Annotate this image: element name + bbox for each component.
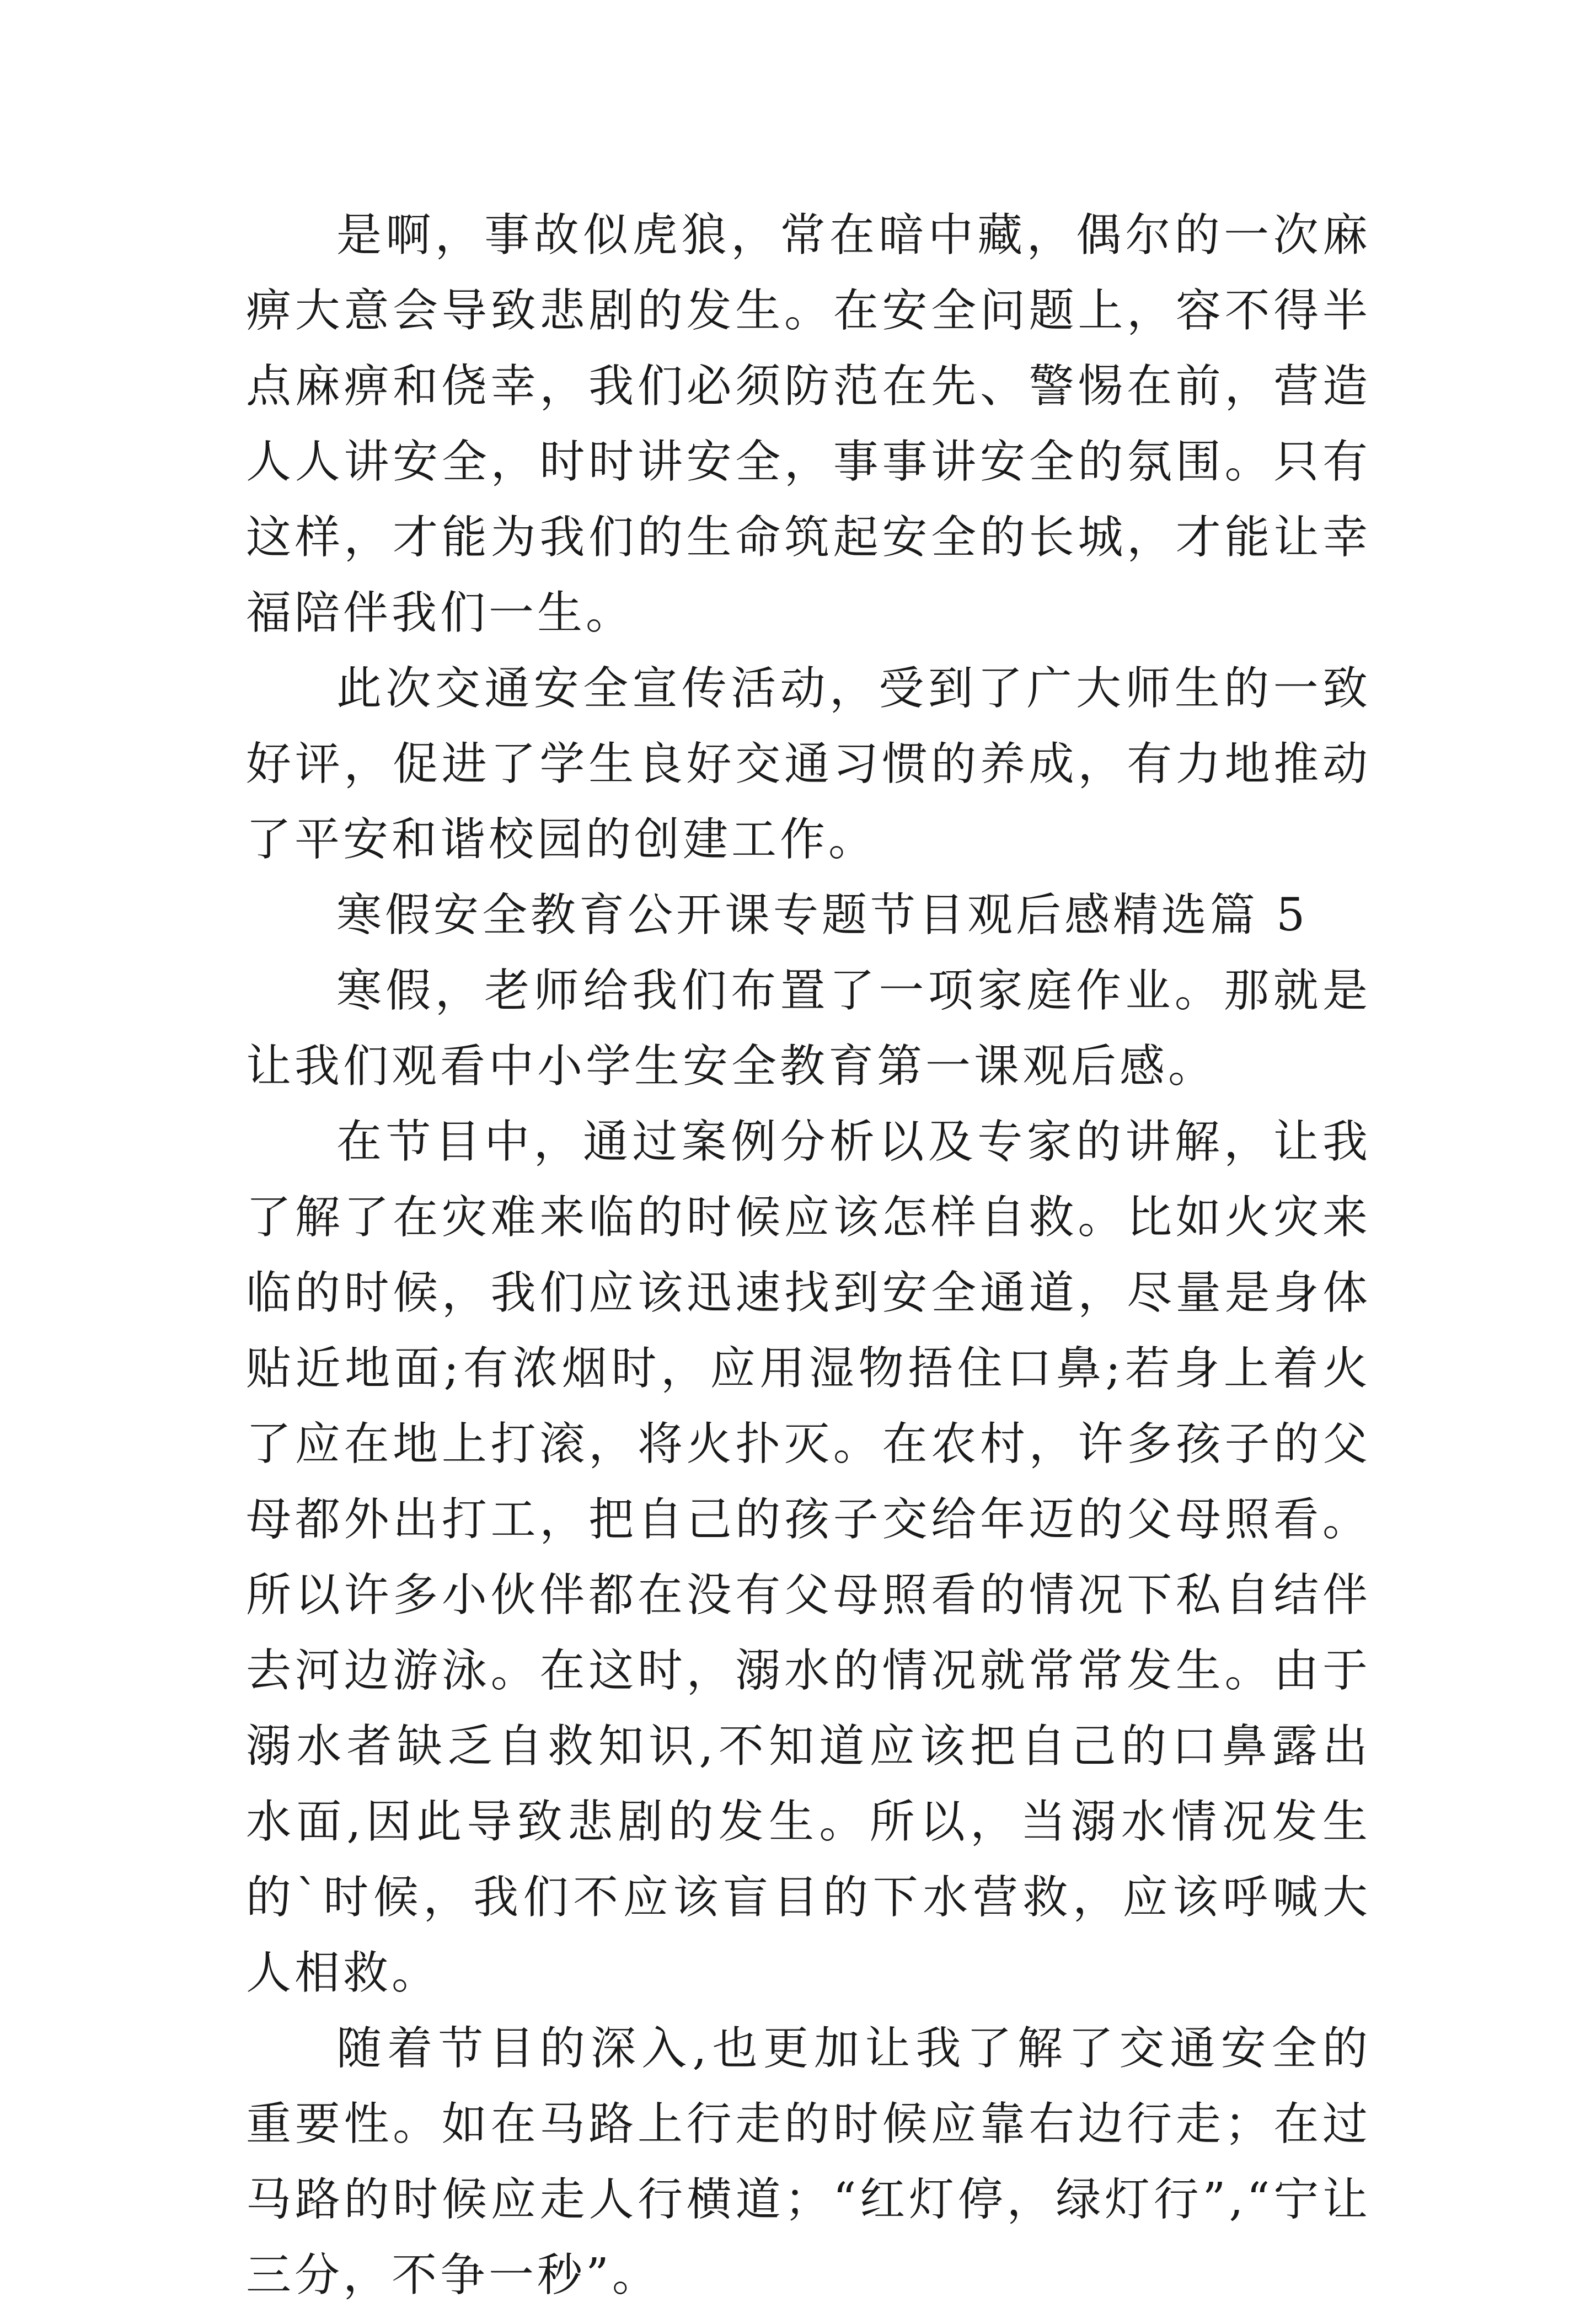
- paragraph-self-rescue: 在节目中，通过案例分析以及专家的讲解，让我了解了在灾难来临的时候应该怎样自救。比如火灾来临的时候，我们应该迅速找到安全通道，尽量是身体贴近地面;有浓烟时，应用湿物捂住口鼻;若身上着火了应在地上打滚，将火扑灭。在农村，许多孩子的父母都外出打工，把自己的孩子交给年迈的父母照看。所以许多小伙伴都在没有父母照看的情况下私自结伴去河边游泳。在这时，溺水的情况就常常发生。由于溺水者缺乏自救知识,不知道应该把自己的口鼻露出水面,因此导致悲剧的发生。所以，当溺水情况发生的`时候，我们不应该盲目的下水营救，应该呼喊大人相救。: [246, 1116, 1371, 1999]
- paragraph-campaign-result: 此次交通安全宣传活动，受到了广大师生的一致好评，促进了学生良好交通习惯的养成，有力地推动了平安和谐校园的创建工作。: [246, 662, 1371, 866]
- paragraph-homework: 寒假，老师给我们布置了一项家庭作业。那就是让我们观看中小学生安全教育第一课观后感。: [246, 965, 1371, 1093]
- paragraph-traffic-safety: 随着节目的深入,也更加让我了解了交通安全的重要性。如在马路上行走的时候应靠右边行走；在过马路的时候应走人行横道；“红灯停，绿灯行”,“宁让三分，不争一秒”。: [246, 2022, 1371, 2301]
- section-heading: 寒假安全教育公开课专题节目观后感精选篇 5: [336, 889, 1309, 941]
- document-body: [246, 197, 1371, 2313]
- paragraph-safety-awareness: 是啊，事故似虎狼，常在暗中藏，偶尔的一次麻痹大意会导致悲剧的发生。在安全问题上，容不得半点麻痹和侥幸，我们必须防范在先、警惕在前，营造人人讲安全，时时讲安全，事事讲安全的氛围。只有这样，才能为我们的生命筑起安全的长城，才能让幸福陪伴我们一生。: [246, 209, 1371, 639]
